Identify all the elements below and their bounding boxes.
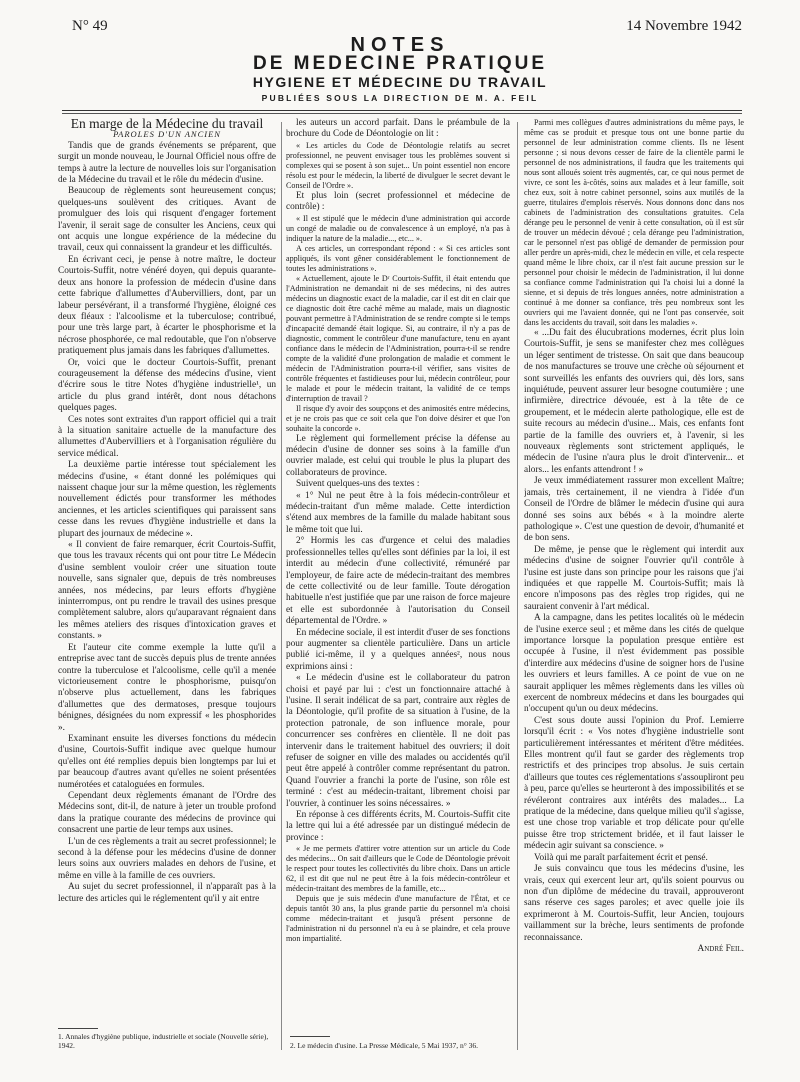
header-rule [62,110,742,111]
paragraph: « Les articles du Code de Déontologie relatifs au secret professionnel, ne peuvent envisager tous les problèmes souvent si complexes qui se posent à son sujet... Un point essentiel non encore résolu est pour le médecin, la liberté de divulguer le secret devant le Conseil de l'Ordre ». [286,140,510,190]
paragraph: En médecine sociale, il est interdit d'user de ses fonctions pour augmenter sa clientèle particulière. Dans un article publié ici-même, il y a quelques années², nous nous exprimions ainsi : [286,627,510,672]
paragraph: Tandis que de grands événements se préparent, que surgit un monde nouveau, le Journal Officiel nous offre de temps à autre la lecture de nouvelles lois sur l'organisation de la Médecine du travail et le rôle du médecin d'usine. [58,140,276,186]
paragraph: Je suis convaincu que tous les médecins d'usine, les vrais, ceux qui exercent leur art, qu'ils soient pourvus ou non d'un diplôme de médecine du travail, approuveront sans réserve ces sages paroles; et avec quelle joie ils exprimeront à M. Courtois-Suffit, leur Ancien, toujours vaillamment sur la brèche, leurs sentiments de profonde reconnaissance. [524,864,744,943]
paragraph: Le règlement qui formellement précise la défense au médecin d'usine de donner ses soins à la famille d'un ouvrier malade, est celui qui trouble le plus la plupart des collaborateurs de province. [286,433,510,478]
masthead-title: NOTES [350,34,450,56]
paragraph: « Le médecin d'usine est le collaborateur du patron choisi et payé par lui : c'est un fonctionnaire attaché à l'usine. Il serait indélicat de sa part, contraire aux règles de la Déontologie, qu'il profite de sa situation à l'usine, de la protection patronale, de son influence morale, pour concurrencer ses confrères en clientèle. Il ne doit pas intervenir dans le traitement habituel des ouvriers; il doit refuser de soigner en ville des malades ou accidentés qu'il peut être appelé à contrôler comme représentant du patron. Quand l'ouvrier a franchi la porte de l'usine, son rôle est terminé : c'est au médecin-traitant, librement choisi par l'ouvrier, à continuer les soins nécessaires. » [286,673,510,809]
paragraph: « Actuellement, ajoute le Dʳ Courtois-Suffit, il était entendu que l'Administration ne demandait ni de ses médecins, ni des autres médecins un diagnostic exact de la maladie, car il est dit en clair que ce diagnostic doit être caché même au malade, mais un diagnostic pouvant permettre à l'Administration de se rendre compte si le temps d'incapacité demandé était logique. Si, au contraire, il n'y a pas de diagnostic, comment le contrôleur d'une manufacture, tenu en ayant confiance dans le médecin de l'Administration, pourra-t-il se rendre compte de la validité d'une prolongation de maladie et comment le médecin de l'Administration pourra-t-il vérifier, sans visites de contrôle fréquentes et fastidieuses pour lui, médecin contrôleur, pour le malade et pour le médecin traitant, la validité de ce temps d'interruption de travail ? [286,273,510,403]
paragraph: Au sujet du secret professionnel, il n'apparaît pas à la lecture des articles qui le réglementent qu'il y ait entre [58,882,276,904]
paragraph: Beaucoup de règlements sont heureusement conçus; quelques-uns soulèvent des critiques. Avant de promulguer des lois qui risquent d'engager fortement l'avenir, il serait sage de consulter les Anciens, ceux qui ont acquis une longue expérience de la médecine du travail, ceux qui connaissent la grandeur et les difficultés. [58,186,276,254]
paragraph: Parmi mes collègues d'autres administrations du même pays, le même cas se produit et presque tous ont une bonne partie du personnel de leur administration comme clients. Ils ne lèsent personne ; si nous devons cesser de faire de la clientèle parmi le personnel de nos administrations, il faudra que les traitements qui nous sont alloués soient très augmentés, car, ce qui nous permet de vivre, ce sont les à-côtés, soins aux malades et à leur famille, soit chez eux, soit à notre cabinet personnel, soins aux mutilés de la guerre, titulaires d'emplois réservés. Nous donnons donc dans nos cabinets de l'administration des consultations gratuites. Cela dérange peu le personnel de venir à cette consultation, où il est sûr de trouver un médecin dévoué ; cela dérange peu l'administration, car le personnel n'est pas obligé de demander de permission pour aller perdre un après-midi, chez le médecin en ville, et cela respecte quand même le libre choix, car il n'est fait aucune pression sur le personnel pour choisir le médecin de l'administration, il lui donne sa confiance comme l'administration qui l'a choisi lui a donné la sienne, et si depuis de très longues années, notre administration a continué à me donner sa confiance, très peu nombreux sont les ouvriers qui me l'avaient donnée, qui ne l'ont pas conservée, soit dans les accidents du travail, soit dans les maladies ». [524,118,744,327]
paragraph: « 1° Nul ne peut être à la fois médecin-contrôleur et médecin-traitant d'un même malade. Cette interdiction s'étend aux membres de la famille du malade habitant sous le même toit que lui. [286,490,510,535]
paragraph: 2° Hormis les cas d'urgence et celui des maladies professionnelles telles qu'elles sont définies par la loi, il est interdit au médecin d'une collectivité, rémunéré par l'employeur, de faire acte de médecin-traitant des membres de cette collectivité ou de leur famille. Toute dérogation habituelle n'est justifiée que par une raison de force majeure et elle est subordonnée à l'autorisation du Conseil départemental de l'Ordre. » [286,536,510,627]
paragraph: les auteurs un accord parfait. Dans le préambule de la brochure du Code de Déontologie on lit : [286,118,510,140]
issue-date: 14 Novembre 1942 [626,18,742,34]
paragraph: C'est sous doute aussi l'opinion du Prof. Lemierre lorsqu'il écrit : « Vos notes d'hygiène industrielle sont particulièrement intéressantes et méritent d'être méditées. Elles montrent qu'il faut se garder des règlements trop restrictifs et des principes trop absolus. Je suis certain d'ailleurs que toutes ces réglementations s'assoupliront peu à peu, parce qu'elles se heurteront à des impossibilités et se révéleront contraires aux intérêts des malades... La pratique de la médecine, dans quelque milieu qu'il s'agisse, est une chose trop variable et trop délicate pour qu'elle puisse être trop strictement bridée, et il faut laisser le médecin agir suivant sa conscience. » [524,715,744,852]
header-rule-thin [62,113,742,114]
column-divider-1 [281,122,282,1050]
article-column-3 [524,118,744,1030]
paragraph: Examinant ensuite les diverses fonctions du médecin d'usine, Courtois-Suffit indique avec quelque humour qu'elles ont été remplies depuis bien longtemps par lui et par beaucoup d'autres avant qu'elles ne soient présentées numérotées et cataloguées en formules. [58,733,276,790]
issue-number: N° 49 [72,18,108,34]
paragraph: « ...Du fait des élucubrations modernes, écrit plus loin Courtois-Suffit, je sens se manifester chez mes collègues un léger sentiment de tristesse. On sait que dans beaucoup de nos manufactures se trouve une crèche où séjournent et sont surveillés les enfants des ouvriers qui, dès lors, sans inquiétude, peuvent assurer leur besogne coutumière ; une infirmière, directrice dévouée, est à la tête de ce groupement, et le médecin alerte pathologique, elle est de suite recours au médecin d'usine... Mais, ces enfants font partie de la famille des ouvriers et, à l'avenir, si les nouveaux règlements sont strictement appliqués, le médecin de l'usine n'aura plus le droit d'intervenir... et alors... les enfants attendront ! » [524,328,744,475]
paragraph: Je veux immédiatement rassurer mon excellent Maître; jamais, très certainement, il ne viendra à l'idée d'un Conseil de l'Ordre de blâmer le médecin d'usine qui aura donné ses soins aux bébés « à la moindre alerte pathologique ». C'est une question de devoir, d'humanité et de bon sens. [524,476,744,544]
paragraph: Et plus loin (secret professionnel et médecine de contrôle) : [286,190,510,213]
paragraph: L'un de ces règlements a trait au secret professionnel; le second à la défense pour les médecins d'usine de donner leurs soins aux ouvriers malades en dehors de l'usine, et même en ville à la famille de ces ouvriers. [58,836,276,881]
masthead-subtitle: DE MEDECINE PRATIQUE [252,53,547,74]
paragraph: Or, voici que le docteur Courtois-Suffit, prenant courageusement la défense des médecins d'usine, vient d'écrire sous le titre Notes d'hygiène industrielle¹, un article du plus grand intérêt, dont nous détachons quelques pages. [58,357,276,414]
paragraph: Ces notes sont extraites d'un rapport officiel qui a trait à la situation sanitaire actuelle de la manufacture des allumettes d'Aubervilliers et à l'organisation régulière du service médical. [58,414,276,459]
paragraph: A la campagne, dans les petites localités où le médecin de l'usine exerce seul ; et même dans les cités de quelque importance lorsque la population presque entière est occupée à l'usine, il n'est évidemment pas possible d'interdire aux médecins d'usine de soigner hors de l'usine les ouvriers et leurs familles. A ce point de vue on ne saurait appliquer les mêmes règlements dans les villes où exercent de nombreux médecins et dans les bourgades qui n'occupent qu'un ou deux médecins. [524,613,744,715]
paragraph: Cependant deux règlements émanant de l'Ordre des Médecins sont, dit-il, de nature à jeter un trouble profond dans la pratique courante des médecins de province qui consacrent une partie de leur temps aux usines. [58,790,276,836]
paragraph: En écrivant ceci, je pense à notre maître, le docteur Courtois-Suffit, notre vénéré doyen, qui depuis quarante-deux ans honore la profession de médecin d'usine dans cette fabrique d'allumettes d'Aubervilliers, dont, par un labeur persévérant, il a transformé l'hygiène, éloigné ces deux fléaux : l'alcoolisme et la tuberculose; contribué, pour une très large part, à écarter le phosphorisme et la nécrose phosphorée, ce mal redoutable, que l'on n'observe pratiquement plus jamais dans les fabriques d'allumettes. [58,254,276,357]
paragraph: Et l'auteur cite comme exemple la lutte qu'il a entreprise avec tant de succès depuis plus de trente années contre la tuberculose et l'alcoolisme, celle qu'il a menée victorieusement contre le phosphorisme, puisqu'on n'observe plus actuellement, dans les fabriques d'allumettes que des dermatoses, presque toujours bénignes, désignées du nom expressif « les phosphorides ». [58,642,276,733]
footnote-separator-2 [290,1036,330,1037]
article-title: En marge de la Médecine du travail [70,118,264,131]
paragraph: De même, je pense que le règlement qui interdit aux médecins d'usine de soigner l'ouvrier qu'il contrôle à l'usine est juste dans son principe pour les raisons que j'ai indiquées et que rappelle M. Courtois-Suffit; mais là encore n'imposons pas des règles trop rigides, qui ne sauraient convenir à l'art médical. [524,544,744,612]
paragraph: Depuis que je suis médecin d'une manufacture de l'État, et ce depuis tantôt 30 ans, la plus grande partie du personnel m'a choisi comme médecin-traitant et jusqu'à présent personne de l'administration ni du personnel n'a eu à se plaindre, et cela prouve mon impartialité. [286,894,510,944]
author-signature: André Feil. [697,943,744,954]
article-column-1 [58,118,276,1030]
article-subtitle: PAROLES D'UN ANCIEN [113,129,221,140]
masthead-section: HYGIENE ET MÉDECINE DU TRAVAIL [252,74,548,90]
paragraph: A ces articles, un correspondant répond : « Si ces articles sont appliqués, ils vont gêner considérablement le fonctionnement de toutes les administrations ». [286,243,510,273]
paragraph: Il risque d'y avoir des soupçons et des animosités entre médecins, et je ne crois pas que ce soit cela que l'on doive désirer et que l'on souhaite la concorde ». [286,403,510,433]
footnote-2: 2. Le médecin d'usine. La Presse Médicale, 5 Mai 1937, n° 36. [290,1041,479,1050]
paragraph: La deuxième partie intéresse tout spécialement les médecins d'usine, « étant donné les polémiques qui naissent chaque jour sur la même question, les règlements nouvellement édictés pour transformer les méthodes anciennes, et les articles scientifiques qui paraissent sans cesse dans les revues d'hygiène industrielle et dans la plupart des journaux de médecine ». [58,460,276,539]
paragraph: « Il est stipulé que le médecin d'une administration qui accorde un congé de maladie ou de convalescence à un employé, n'a pas à indiquer la nature de la maladie..., etc... ». [286,213,510,243]
paragraph: « Je me permets d'attirer votre attention sur un article du Code des médecins... On sait d'ailleurs que le Code de Déontologie prévoit le respect pour toutes les collectivités du libre choix. Dans un article 62, il est dit que nul ne peut être à la fois médecin-contrôleur et médecin-traitant des membres de la famille, etc... [286,844,510,894]
paragraph: Voilà qui me paraît parfaitement écrit et pensé. [534,852,708,863]
paragraph: Suivent quelques-uns des textes : [296,479,420,490]
column-divider-2 [517,122,518,1050]
article-column-2 [286,118,510,1030]
footnote-1: 1. Annales d'hygiène publique, industrielle et sociale (Nouvelle série), 1942. [58,1032,269,1050]
footnote-separator-1 [58,1028,98,1029]
masthead-direction: PUBLIÉES SOUS LA DIRECTION DE M. A. FEIL [261,93,539,103]
paragraph: « Il convient de faire remarquer, écrit Courtois-Suffit, que tous les travaux récents qui ont pour titre Le Médecin d'usine semblent vouloir créer une situation toute nouvelle, sans signaler que, depuis de très nombreuses années, nos médecins, par leurs efforts d'hygiène ininterrompus, ont pu rendre le travail des usines presque complètement salubre, alors qu'auparavant régnaient dans les mêmes ateliers des risques d'intoxication graves et constants. » [58,540,276,642]
paragraph: En réponse à ces différents écrits, M. Courtois-Suffit cite la lettre qui lui a été adressée par un distingué médecin de province : [286,810,510,843]
